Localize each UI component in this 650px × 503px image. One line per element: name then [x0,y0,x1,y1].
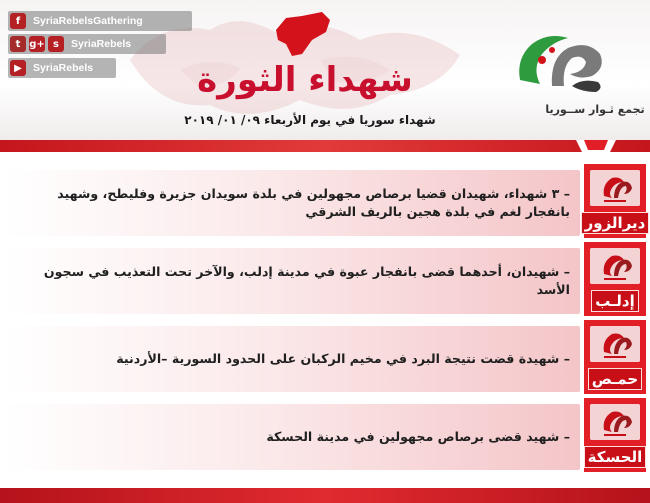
logo-chip-icon [590,326,640,362]
list-item [4,320,644,394]
logo-chip-icon [590,404,640,440]
city-name [584,288,646,314]
gathering-link[interactable] [8,11,192,31]
gathering-label: SyriaRebelsGathering [33,15,143,27]
list-item [4,164,644,238]
row-text: – شهيدان، أحدهما قضى بانفجار عبوة في مدينة إدلب، والآخر تحت التعذيب في سجون الأسد [43,263,570,297]
row-text: – شهيدة قضت نتيجة البرد في مخيم الركبان على الحدود السورية –الأردنية [116,350,570,366]
row-text: – شهيد قضى برصاص مجهولين في مدينة الحسكة [266,428,570,444]
header [0,0,650,140]
google-plus-icon[interactable]: g+ [29,36,45,52]
facebook-icon: f [10,13,26,29]
logo-chip-icon [590,248,640,284]
twitter-icon[interactable]: t [10,36,26,52]
page-title: شهداء الثورة [197,60,413,100]
list-item [4,398,644,472]
youtube-label: SyriaRebels [33,62,94,74]
city-label: الحسكة [584,446,647,468]
page-subtitle: شهداء سوريا في يوم الأربعاء ٠٩/ ٠١/ ٢٠١٩ [184,113,436,127]
band-notch [576,140,616,152]
syria-map-icon [272,10,334,58]
skype-icon[interactable]: s [48,36,64,52]
city-name [584,444,646,470]
city-label: حمـص [588,368,642,390]
social-links[interactable] [8,34,166,54]
city-badge [584,242,646,316]
logo-chip-icon [590,170,640,206]
martyrs-list [0,152,650,492]
city-name [584,210,646,236]
footer-band [0,488,650,503]
city-label: إدلـب [591,290,638,312]
youtube-link[interactable] [8,58,116,78]
header-divider [0,140,650,152]
list-item [4,242,644,316]
city-label: ديرالزور [581,212,650,234]
youtube-icon: ▶ [10,60,26,76]
logo-icon [512,28,612,94]
row-text: – ٣ شهداء، شهيدان قضيا برصاص مجهولين في بلدة سويدان جزيرة وفليطح، وشهيد بانفجار لغم في بلدة هجين بالريف الشرقي [57,185,570,219]
city-badge [584,164,646,238]
city-badge [584,398,646,472]
city-badge [584,320,646,394]
city-name [584,366,646,392]
logo-label: تجمع ثـوار ســوريا [545,103,645,116]
rebels-label: SyriaRebels [71,38,132,50]
